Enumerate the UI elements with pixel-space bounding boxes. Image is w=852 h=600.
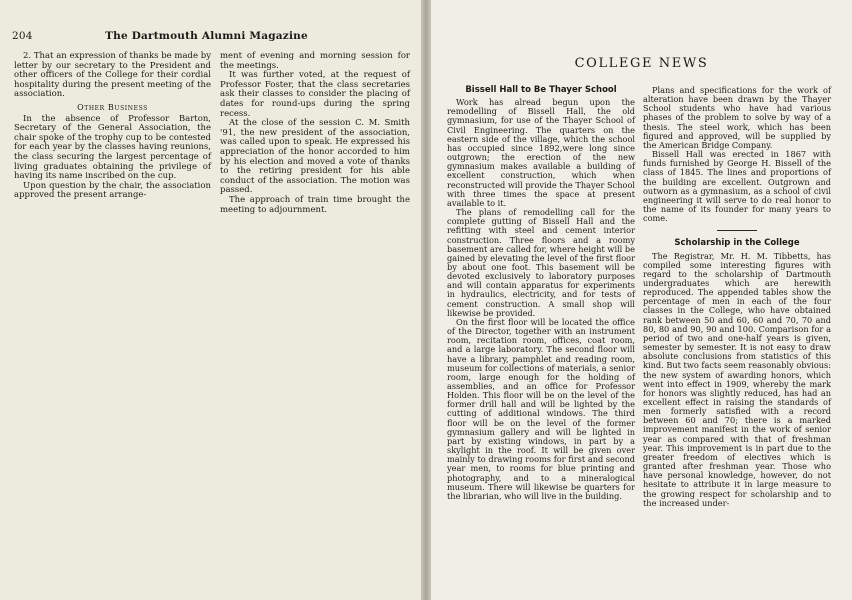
paragraph: In the absence of Professor Barton, Secretary of the General Association, the chair spoke of the trophy cup to be contested for each year by the classes having reunions, the class securing the largest percentage of living graduates obtaining the privilege of having its name inscribed on the cup. [14,113,211,182]
paragraph: On the first floor will be located the office of the Director, together with an instrument room, recitation room, offices, coat room, and a large laboratory. The second floor will have a library, pamphlet and reading room, museum for collections of materials, a senior room, large enough for the holding of assemblies, and an office for Professor Holden. This floor will be on the level of the former drill hall and will be lighted by the cutting of additional windows. The third floor will be on the level of the former gymnasium gallery and will be lighted in part by existing windows, in part by a skylight in the roof. It will be given over mainly to drawing rooms for first and second year men, to rooms for blue printing and photography, and to a mineralogical museum. There will likewise be quarters for the librarian, who will live in the building. [447,316,635,501]
left-page [0,0,421,600]
paragraph: Work has alread begun upon the remodelling of Bissell Hall, the old gymnasium, for use of the Thayer School of Civil Engineering. The quarters on the eastern side of the village, which the school has occupied since 1892,were long since outgrown; the erection of the new gymnasium makes available a building of excellent construction, which when reconstructed will provide the Thayer School with three times the space at present available to it. [447,97,635,208]
left-column-1 [14,52,211,201]
section-title: COLLEGE NEWS [574,56,709,71]
paragraph: Bissell Hall was erected in 1867 with funds furnished by George H. Bissell of the class of 1845. The lines and proportions of the building are excellent. Outgrown and outworn as a gymnasium, as a school of civil engineering it will serve to do real honor to the name of its founder for many years to come. [643,149,831,224]
paragraph: Upon question by the chair, the association approved the present arrange- [14,180,211,201]
paragraph: ment of evening and morning session for the meetings. [220,51,410,71]
right-column-1 [447,86,635,501]
paragraph: It was further voted, at the request of Professor Foster, that the class secretaries ask their classes to consider the placing of dates for round-ups during the spring recess. [220,70,410,119]
paragraph: The plans of remodelling call for the complete gutting of Bissell Hall and the refitting with steel and cement interior construction. Three floors and a roomy basement are called for, where height will be gained by elevating the level of the first floor by about one foot. This basement will be devoted exclusively to laboratory purposes and will contain apparatus for experiments in hydraulics, electricity, and for tests of cement construction. A small shop will likewise be provided. [447,207,635,318]
subhead-other-business: Other Business [77,102,148,112]
book-gutter [421,0,431,600]
right-page [431,0,852,600]
paragraph: The Registrar, Mr. H. M. Tibbetts, has compiled some interesting figures with regard to the scholarship of Dartmouth undergraduates which are herewith reproduced. The appended tables show the percentage of men in each of the four classes in the College, who have obtained rank between 50 and 60, 60 and 70, 70 and 80, 80 and 90, 90 and 100. Comparison for a period of two and one-half years is given, semester by semester. It is not easy to draw absolute conclusions from statistics of this kind. But two facts seem reasonably obvious: the new system of awarding honors, which went into effect in 1909, whereby the mark for honors was slightly reduced, has had an excellent effect in raising the standards of men formerly satisfied with a record between 60 and 70; there is a marked improvement manifest in the work of senior year as compared with that of freshman year. This improvement is in part due to the greater freedom of electives which is granted after freshman year. Those who have personal knowledge, however, do not hesitate to attribute it in large measure to the growing respect for scholarship and to the increased under- [643,250,831,508]
page-number: 204 [12,30,33,42]
paragraph: 2. That an expression of thanks be made by letter by our secretary to the President and other officers of the College for their cordial hospitality during the present meeting of the association. [14,51,211,100]
paragraph: The approach of train time brought the meeting to adjournment. [220,194,410,215]
section-divider [717,230,757,231]
running-head [12,30,401,44]
article-heading-scholarship: Scholarship in the College [674,238,800,249]
right-column-2 [643,86,831,508]
left-column-2 [220,52,410,215]
article-heading-bissell-hall: Bissell Hall to Be Thayer School [465,85,617,95]
paragraph: At the close of the session C. M. Smith '91, the new president of the association, was called upon to speak. He expressed his appreciation of the honor accorded to him by his election and moved a vote of thanks to the retiring president for his able conduct of the association. The motion was passed. [220,118,410,196]
magazine-title: The Dartmouth Alumni Magazine [105,30,308,42]
paragraph: Plans and specifications for the work of alteration have been drawn by the Thayer School students who have had various phases of the problem to solve by way of a thesis. The steel work, which has been figured and approved, will be supplied by the American Bridge Company. [643,85,831,150]
